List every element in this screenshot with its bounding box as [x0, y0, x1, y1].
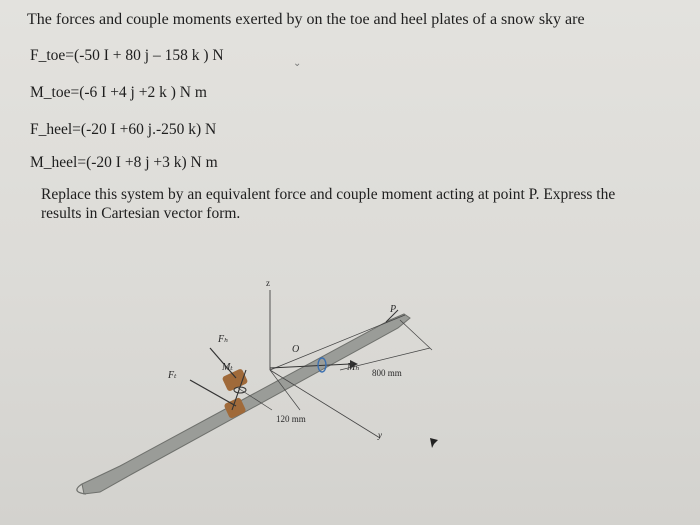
equation-f-heel: F_heel=(-20 I +60 j.-250 k) N	[30, 121, 217, 138]
label-m-toe: Mₜ	[222, 362, 233, 373]
equation-f-toe: F_toe=(-50 I + 80 j – 158 k ) N	[30, 47, 224, 64]
instruction-line-1: Replace this system by an equivalent force and couple moment acting at point P. Express the	[41, 186, 616, 203]
label-f-heel: Fₕ	[218, 334, 229, 345]
label-y: y	[378, 430, 382, 440]
label-o: O	[292, 344, 300, 355]
stray-mark: ⌄	[293, 58, 302, 69]
label-m-heel: Mₕ	[347, 362, 360, 373]
instruction-line-2: results in Cartesian vector form.	[41, 205, 241, 222]
label-f-toe: Fₜ	[168, 370, 177, 381]
label-p: P	[390, 304, 397, 315]
label-800-mm: 800 mm	[372, 368, 402, 378]
label-z: z	[266, 278, 270, 288]
y-axis	[270, 370, 380, 438]
cursor-arrow-icon	[430, 438, 438, 448]
equation-m-heel: M_heel=(-20 I +8 j +3 k) N m	[30, 154, 218, 171]
equation-m-toe: M_toe=(-6 I +4 j +2 k ) N m	[30, 84, 207, 101]
dimension-800-ext	[400, 320, 432, 350]
label-120-mm: 120 mm	[276, 414, 306, 424]
ski	[82, 314, 410, 494]
problem-intro: The forces and couple moments exerted by on the toe and heel plates of a snow sky are	[27, 11, 585, 28]
ski-diagram	[60, 260, 480, 500]
